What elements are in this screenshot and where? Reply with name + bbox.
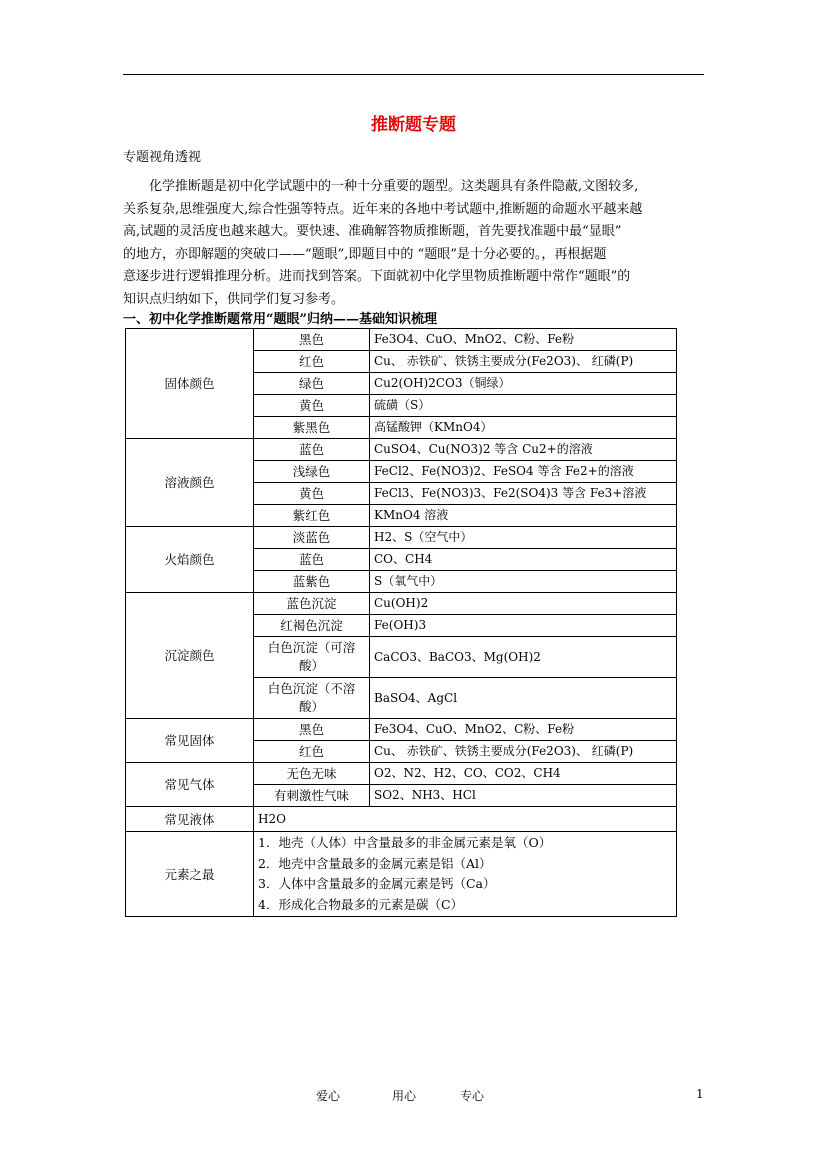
value-cell: CuSO4、Cu(NO3)2 等含 Cu2+的溶液: [370, 439, 677, 461]
header-rule: [123, 74, 704, 75]
subcategory-cell: 无色无味: [254, 763, 370, 785]
value-cell: Fe(OH)3: [370, 615, 677, 637]
table-row: [126, 807, 677, 832]
value-cell: H2O: [254, 807, 677, 832]
subcategory-cell: 蓝色沉淀: [254, 593, 370, 615]
subtitle: 专题视角透视: [123, 150, 202, 165]
table-row: [126, 527, 677, 549]
subcategory-cell: 绿色: [254, 373, 370, 395]
value-cell: Fe3O4、CuO、MnO2、C粉、Fe粉: [370, 719, 677, 741]
category-cell: 常见固体: [126, 719, 254, 763]
subcategory-cell: 淡蓝色: [254, 527, 370, 549]
subcategory-cell: 蓝紫色: [254, 571, 370, 593]
footer-left: 爱心: [316, 1089, 341, 1103]
table-row: [126, 763, 677, 785]
value-cell: Cu2(OH)2CO3（铜绿）: [370, 373, 677, 395]
clue-table: [125, 328, 677, 917]
subcategory-cell: 白色沉淀（不溶 酸）: [254, 678, 370, 719]
value-cell: Cu(OH)2: [370, 593, 677, 615]
category-cell: 常见液体: [126, 807, 254, 832]
value-cell: H2、S（空气中）: [370, 527, 677, 549]
subcategory-cell: 红色: [254, 351, 370, 373]
intro-paragraph: 化学推断题是初中化学试题中的一种十分重要的题型。这类题具有条件隐蔽,文图较多, 关系复杂,思维强度大,综合性强等特点。近年来的各地中考试题中,推断题的命题水平越来越 高,试题的灵活度也越来越大。要快速、准确解答物质推断题，首先要找准题中最“显眼” 的地方，亦即解题的突破口——“题眼”,即题目中的 “题眼”是十分必要的。，再根据题 意逐步进行逻辑推理分析。进而找到答案。下面就初中化学里物质推断题中常作“题眼”的 知识点归纳如下，供同学们复习参考。: [123, 179, 643, 307]
value-cell: BaSO4、AgCl: [370, 678, 677, 719]
subcategory-cell: 浅绿色: [254, 461, 370, 483]
subcategory-cell: 黑色: [254, 329, 370, 351]
element-facts-list: [254, 832, 677, 917]
value-cell: 高锰酸钾（KMnO4）: [370, 417, 677, 439]
subcategory-cell: 红褐色沉淀: [254, 615, 370, 637]
value-cell: FeCl2、Fe(NO3)2、FeSO4 等含 Fe2+的溶液: [370, 461, 677, 483]
value-cell: Fe3O4、CuO、MnO2、C粉、Fe粉: [370, 329, 677, 351]
subcategory-cell: 紫红色: [254, 505, 370, 527]
category-cell: 溶液颜色: [126, 439, 254, 527]
page-number: 1: [696, 1087, 704, 1101]
footer-middle: 用心: [392, 1089, 417, 1103]
value-cell: CO、CH4: [370, 549, 677, 571]
subcategory-cell: 蓝色: [254, 439, 370, 461]
list-item: 4．形成化合物最多的元素是碳（C）: [258, 896, 464, 912]
table-row: [126, 439, 677, 461]
value-cell: Cu、 赤铁矿、铁锈主要成分(Fe2O3)、 红磷(P): [370, 351, 677, 373]
value-cell: CaCO3、BaCO3、Mg(OH)2: [370, 637, 677, 678]
value-cell: SO2、NH3、HCl: [370, 785, 677, 807]
category-cell: 常见气体: [126, 763, 254, 807]
table-row: [126, 593, 677, 615]
value-cell: S（氧气中）: [370, 571, 677, 593]
value-cell: O2、N2、H2、CO、CO2、CH4: [370, 763, 677, 785]
category-cell: 沉淀颜色: [126, 593, 254, 719]
list-item: 1．地壳（人体）中含量最多的非金属元素是氧（O）: [258, 835, 552, 850]
subcategory-cell: 红色: [254, 741, 370, 763]
category-cell: 元素之最: [126, 832, 254, 917]
category-cell: 固体颜色: [126, 329, 254, 439]
list-item: 3．人体中含量最多的金属元素是钙（Ca）: [258, 876, 496, 891]
table-row: [126, 329, 677, 351]
subcategory-cell: 黑色: [254, 719, 370, 741]
subcategory-cell: 黄色: [254, 395, 370, 417]
list-item: 2．地壳中含量最多的金属元素是铝（Al）: [258, 855, 492, 871]
page-title: 推断题专题: [371, 115, 456, 135]
value-cell: Cu、 赤铁矿、铁锈主要成分(Fe2O3)、 红磷(P): [370, 741, 677, 763]
subcategory-cell: 白色沉淀（可溶 酸）: [254, 637, 370, 678]
value-cell: 硫磺（S）: [370, 395, 677, 417]
subcategory-cell: 紫黑色: [254, 417, 370, 439]
table-row: [126, 719, 677, 741]
subcategory-cell: 有刺激性气味: [254, 785, 370, 807]
section-heading: 一、初中化学推断题常用“题眼”归纳——基础知识梳理: [123, 312, 437, 327]
value-cell: KMnO4 溶液: [370, 505, 677, 527]
table-row: [126, 832, 677, 917]
value-cell: FeCl3、Fe(NO3)3、Fe2(SO4)3 等含 Fe3+溶液: [370, 483, 677, 505]
footer-right: 专心: [460, 1089, 485, 1103]
category-cell: 火焰颜色: [126, 527, 254, 593]
subcategory-cell: 黄色: [254, 483, 370, 505]
subcategory-cell: 蓝色: [254, 549, 370, 571]
